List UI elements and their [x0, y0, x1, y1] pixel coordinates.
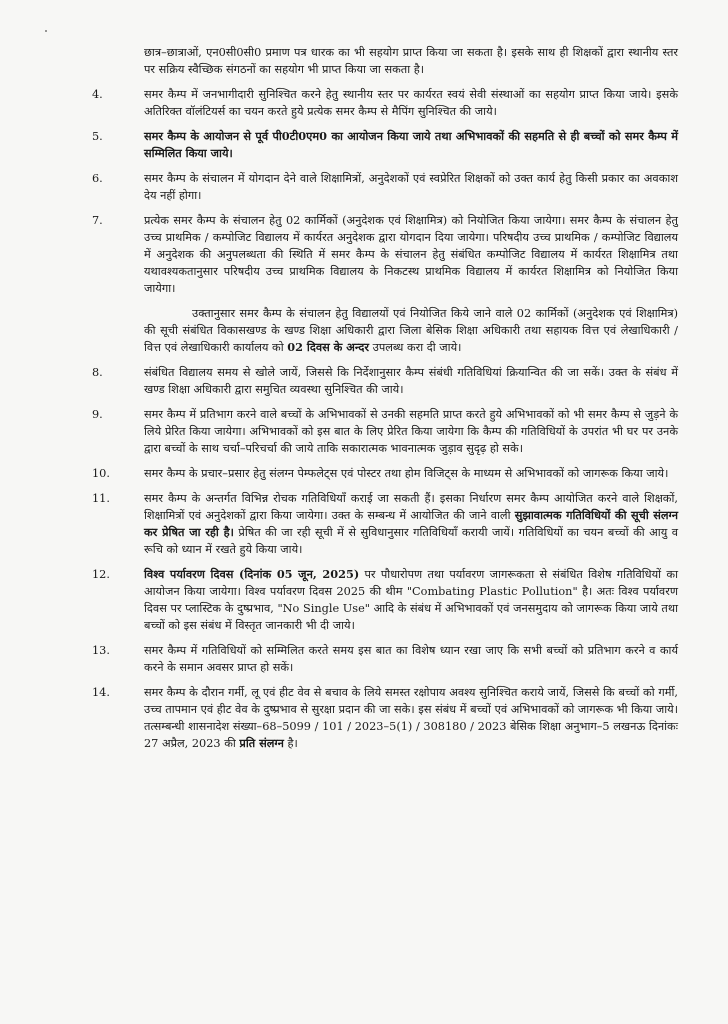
item-number: 12.	[92, 568, 110, 581]
list-item-14	[92, 684, 678, 752]
list-item-10	[92, 465, 678, 482]
paragraph-text: उक्तानुसार समर कैम्प के संचालन हेतु विद्यालयों एवं नियोजित किये जाने वाले 02 कार्मिकों (अनुदेशक एवं शिक्षामित्र) की सूची संबंधित विकासखण्ड के खण्ड शिक्षा अधिकारी द्वारा जिला बेसिक शिक्षा अधिकारी तथा सहायक वित्त एवं लेखाधिकारी / वित्त एवं लेखाधिकारी कार्यालय को	[144, 307, 678, 354]
item-number: 13.	[92, 644, 110, 657]
item-number: 5.	[92, 130, 103, 143]
item-text-part: पर पौधारोपण तथा पर्यावरण जागरूकता से संबंधित विशेष गतिविधियों का आयोजन किया जायेगा। विश्व पर्यावरण दिवस 2025 की थीम "Combating Plastic Pollution" है। अतः विश्व पर्यावरण दिवस पर प्लास्टिक के दुष्प्रभाव, "No Single Use" आदि के संबंध में अभिभावकों एवं जनसमुदाय को जागरूक किया जाये तथा बच्चों को इस संबंध में विस्तृत जानकारी भी दी जाये।	[144, 568, 678, 632]
intro-continuation: छात्र–छात्राओं, एन0सी0सी0 प्रमाण पत्र धारक का भी सहयोग प्राप्त किया जा सकता है। इसके साथ ही शिक्षकों द्वारा स्थानीय स्तर पर सक्रिय स्वैच्छिक संगठनों का सहयोग भी प्राप्त किया जा सकता है।	[144, 46, 678, 76]
item-text: समर कैम्प में प्रतिभाग करने वाले बच्चों के अभिभावकों से उनकी सहमति प्राप्त करते हुये अभिभावकों को भी समर कैम्प से जुड़ने के लिये प्रेरित किया जायेगा। अभिभावकों को इस बात के लिए प्रेरित किया जायेगा कि कैम्प की गतिविधियों के उपरांत भी घर पर उनके द्वारा बच्चों के साथ चर्चा–परिचर्चा की जाये ताकि सकारात्मक भावनात्मक जुड़ाव सुदृढ़ हो सके।	[144, 408, 678, 455]
document-body	[92, 44, 678, 760]
item-text: समर कैम्प में गतिविधियों को सम्मिलित करते समय इस बात का विशेष ध्यान रखा जाए कि सभी बच्चों को प्रतिभाग करने व कार्य करने के समान अवसर प्राप्त हो सकें।	[144, 644, 678, 674]
item-text: संबंधित विद्यालय समय से खोले जायें, जिससे कि निर्देशानुसार कैम्प संबंधी गतिविधियां क्रियान्वित की जा सकें। उक्त के संबंध में खण्ड शिक्षा अधिकारी द्वारा समुचित व्यवस्था सुनिश्चित की जाये।	[144, 366, 678, 396]
list-item-5	[92, 128, 678, 162]
item-text: समर कैम्प में जनभागीदारी सुनिश्चित करने हेतु स्थानीय स्तर पर कार्यरत स्वयं सेवी संस्थाओं का सहयोग प्राप्त किया जाये। इसके अतिरिक्त वॉलंटियर्स का चयन करते हुये प्रत्येक समर कैम्प से मैपिंग सुनिश्चित की जाये।	[144, 88, 678, 118]
list-item-13	[92, 642, 678, 676]
paragraph-tail: उपलब्ध करा दी जाये।	[369, 341, 462, 354]
item-number: 4.	[92, 88, 103, 101]
list-item-8	[92, 364, 678, 398]
item-text	[144, 566, 678, 634]
environment-day-heading: विश्व पर्यावरण दिवस (दिनांक 05 जून, 2025)	[144, 567, 360, 581]
item-text: समर कैम्प के प्रचार–प्रसार हेतु संलग्न पेम्फलेट्स एवं पोस्टर तथा होम विजिट्स के माध्यम से अभिभावकों को जागरूक किया जाये।	[144, 467, 669, 480]
item-text	[144, 684, 678, 752]
item-text-part: है।	[283, 737, 298, 750]
item-number: 7.	[92, 214, 103, 227]
item-number: 6.	[92, 172, 103, 185]
list-item-12	[92, 566, 678, 634]
scan-speck	[45, 30, 47, 32]
item-number: 9.	[92, 408, 103, 421]
list-item-11	[92, 490, 678, 558]
copy-attached-note: प्रति संलग्न	[239, 736, 284, 750]
item-text-part: समर कैम्प के दौरान गर्मी, लू एवं हीट वेव से बचाव के लिये समस्त रक्षोपाय अवश्य सुनिश्चित कराये जायें, जिससे कि बच्चों को गर्मी, उच्च तापमान एवं हीट वेव के दुष्प्रभाव से सुरक्षा प्रदान की जा सके। इस संबंध में बच्चों एवं अभिभावकों को जागरूक भी किया जाये। तत्सम्बन्धी शासनादेश संख्या–68–5099 / 101 / 2023–5(1) / 308180 / 2023 बेसिक शिक्षा अनुभाग–5 लखनऊ दिनांकः 27 अप्रैल, 2023 की	[144, 686, 679, 750]
item-text-part: प्रेषित की जा रही सूची में से सुविधानुसार गतिविधियाँ करायी जायें। गतिविधियों का चयन बच्चों की आयु व रूचि को ध्यान में रखते हुये किया जाये।	[144, 526, 678, 556]
item-text	[144, 490, 678, 558]
item-text: समर कैम्प के संचालन में योगदान देने वाले शिक्षामित्रों, अनुदेशकों एवं स्वप्रेरित शिक्षकों को उक्त कार्य हेतु किसी प्रकार का अवकाश देय नहीं होगा।	[144, 172, 678, 202]
item-text-part: समर कैम्प के अन्तर्गत विभिन्न रोचक गतिविधियाँ कराई जा सकती हैं। इसका निर्धारण समर कैम्प आयोजित करने वाले शिक्षकों, शिक्षामित्रों एवं अनुदेशकों द्वारा किया जायेगा। उक्त के सम्बन्ध में आयोजित की जाने वाली	[144, 492, 678, 522]
list-item-9	[92, 406, 678, 457]
list-item-6	[92, 170, 678, 204]
deadline-text: 02 दिवस के अन्दर	[287, 340, 370, 354]
item-number: 14.	[92, 686, 110, 699]
list-item-4	[92, 86, 678, 120]
list-item-7-paragraph	[144, 305, 678, 356]
item-number: 11.	[92, 492, 110, 505]
item-text: समर कैम्प के आयोजन से पूर्व पी0टी0एम0 का आयोजन किया जाये तथा अभिभावकों की सहमति से ही बच्चों को समर कैम्प में सम्मिलित किया जाये।	[144, 129, 678, 160]
item-text: प्रत्येक समर कैम्प के संचालन हेतु 02 कार्मिकों (अनुदेशक एवं शिक्षामित्र) को नियोजित किया जायेगा। समर कैम्प के संचालन हेतु उच्च प्राथमिक / कम्पोजिट विद्यालय में कार्यरत अनुदेशक द्वारा योगदान दिया जायेगा। परिषदीय उच्च प्राथमिक / कम्पोजिट विद्यालय में अनुदेशक की अनुपलब्धता की स्थिति में समर कैम्प के संचालन हेतु संबंधित कम्पोजिट विद्यालय में कार्यरत शिक्षामित्र तथा यथावश्यकतानुसार परिषदीय उच्च प्राथमिक विद्यालय के निकटस्थ प्राथमिक विद्यालय में कार्यरत शिक्षामित्र को नियोजित किया जायेगा।	[144, 214, 678, 295]
attachment-note: सुझावात्मक गतिविधियों की सूची संलग्न कर प्रेषित जा रही है।	[144, 508, 678, 539]
list-item-7	[92, 212, 678, 297]
item-number: 10.	[92, 467, 110, 480]
item-number: 8.	[92, 366, 103, 379]
